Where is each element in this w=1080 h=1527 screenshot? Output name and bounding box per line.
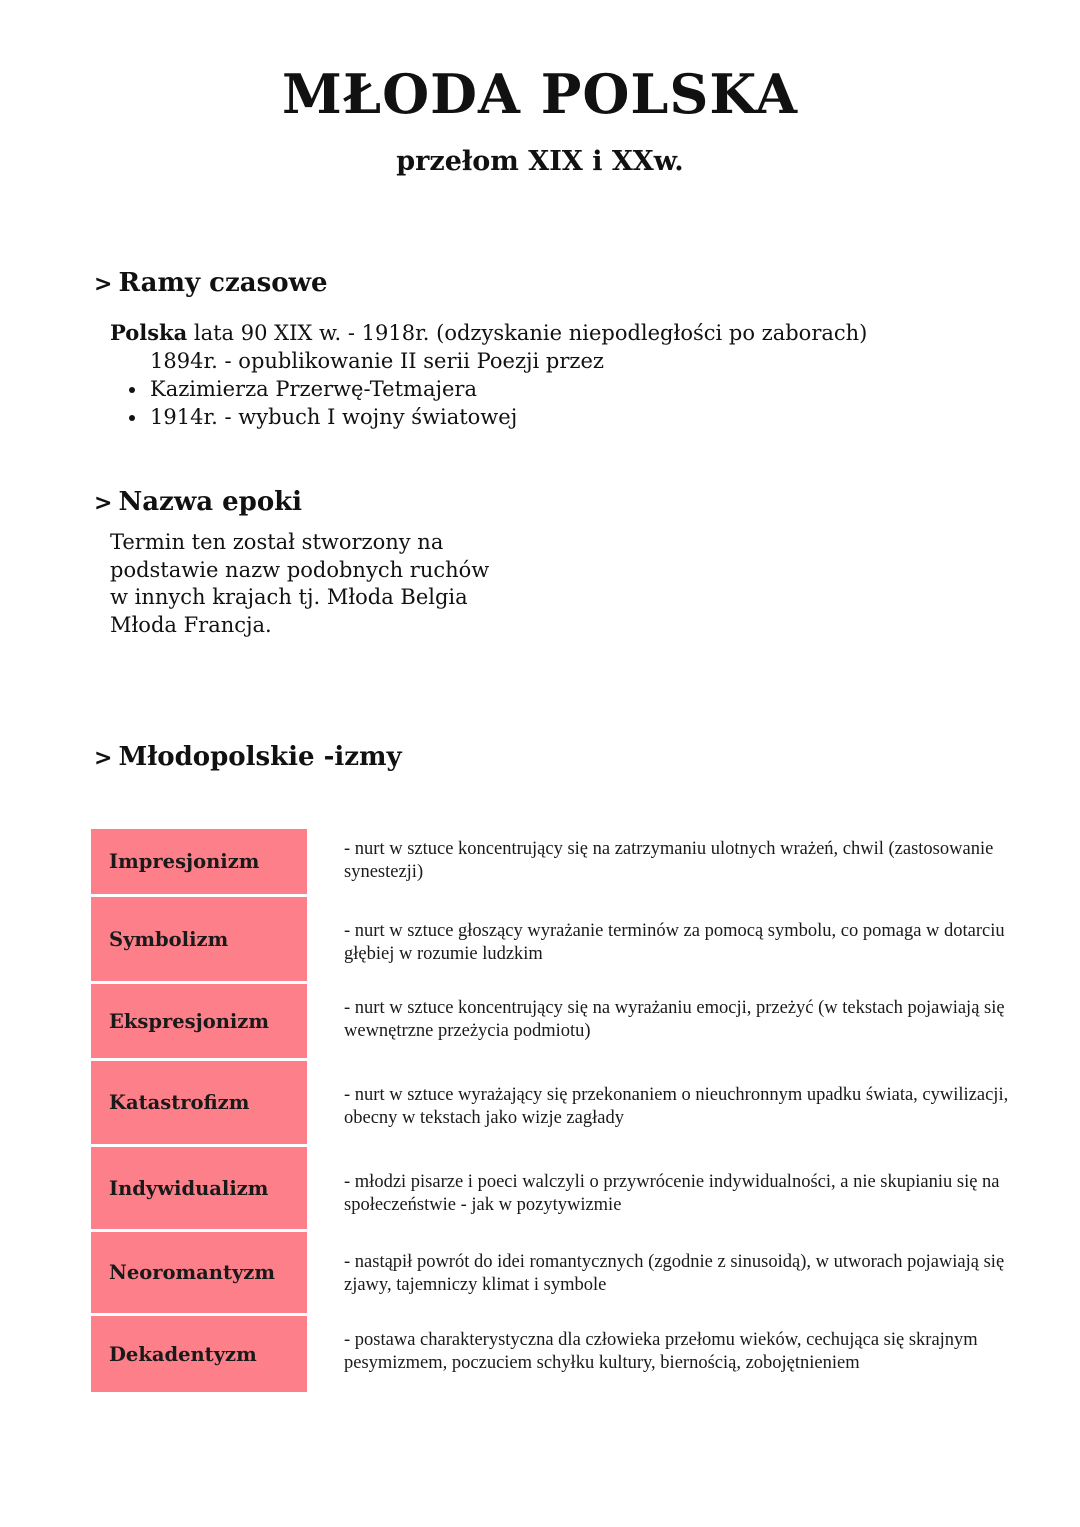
ramy-bullet-list [110,347,1010,431]
page-subtitle: przełom XIX i XXw. [396,146,684,177]
ramy-intro-text: lata 90 XIX w. - 1918r. (odzyskanie niepodległości po zaborach) [187,321,868,345]
izm-label-impresjonizm: Impresjonizm [91,829,307,894]
izm-label-dekadentyzm: Dekadentyzm [91,1316,307,1392]
izm-desc-ekspresjonizm: - nurt w sztuce koncentrujący się na wyrażaniu emocji, przeżyć (w tekstach pojawiają się wewnętrzne przeżycia podmiotu) [344,998,1005,1041]
section-heading-izmy [94,742,402,772]
ramy-intro-bold: Polska [110,320,188,345]
izm-desc-dekadentyzm: - postawa charakterystyczna dla człowieka przełomu wieków, cechująca się skrajnym pesymizmem, poczuciem schyłku kultury, biernością, zobojętnieniem [344,1330,978,1373]
section-heading-nazwa [94,487,302,517]
izm-desc-katastrofizm: - nurt w sztuce wyrażający się przekonaniem o nieuchronnym upadku świata, cywilizacji, obecny w tekstach jako wizje zagłady [344,1085,1009,1128]
list-item-text: 1894r. - opublikowanie II serii Poezji przez Kazimierza Przerwę-Tetmajera [150,349,604,401]
izm-label-ekspresjonizm: Ekspresjonizm [91,984,307,1058]
nazwa-paragraph: Termin ten został stworzony na podstawie nazw podobnych ruchów w innych krajach tj. Młoda Belgia Młoda Francja. [110,530,490,637]
ramy-content [110,319,1010,431]
ramy-intro [110,319,1010,347]
izm-desc-indywidualizm: - młodzi pisarze i poeci walczyli o przywrócenie indywidualności, a nie skupianiu się na społeczeństwie - jak w pozytywizmie [344,1172,1000,1215]
list-item-text: 1914r. - wybuch I wojny światowej [150,405,518,429]
izm-label-symbolizm: Symbolizm [91,897,307,981]
chevron-right-icon: > [94,746,113,771]
section-heading-label: Ramy czasowe [118,268,328,298]
section-heading-label: Młodopolskie -izmy [118,742,402,772]
izm-label-katastrofizm: Katastrofizm [91,1061,307,1144]
izm-desc-neoromantyzm: - nastąpił powrót do idei romantycznych (zgodnie z sinusoidą), w utworach pojawiają się zjawy, tajemniczy klimat i symbole [344,1252,1005,1295]
chevron-right-icon: > [94,272,113,297]
izm-desc-symbolizm: - nurt w sztuce głoszący wyrażanie terminów za pomocą symbolu, co pomaga w dotarciu głębiej w rozumie ludzkim [344,921,1005,964]
list-item [148,347,1010,403]
izm-label-indywidualizm: Indywidualizm [91,1147,307,1229]
page-title: MŁODA POLSKA [282,62,798,126]
section-heading-ramy [94,268,328,298]
izm-desc-impresjonizm: - nurt w sztuce koncentrujący się na zatrzymaniu ulotnych wrażeń, chwil (zastosowanie synestezji) [344,839,994,882]
list-item [148,403,1010,431]
izm-label-neoromantyzm: Neoromantyzm [91,1232,307,1313]
section-heading-label: Nazwa epoki [118,487,303,517]
chevron-right-icon: > [94,491,113,516]
